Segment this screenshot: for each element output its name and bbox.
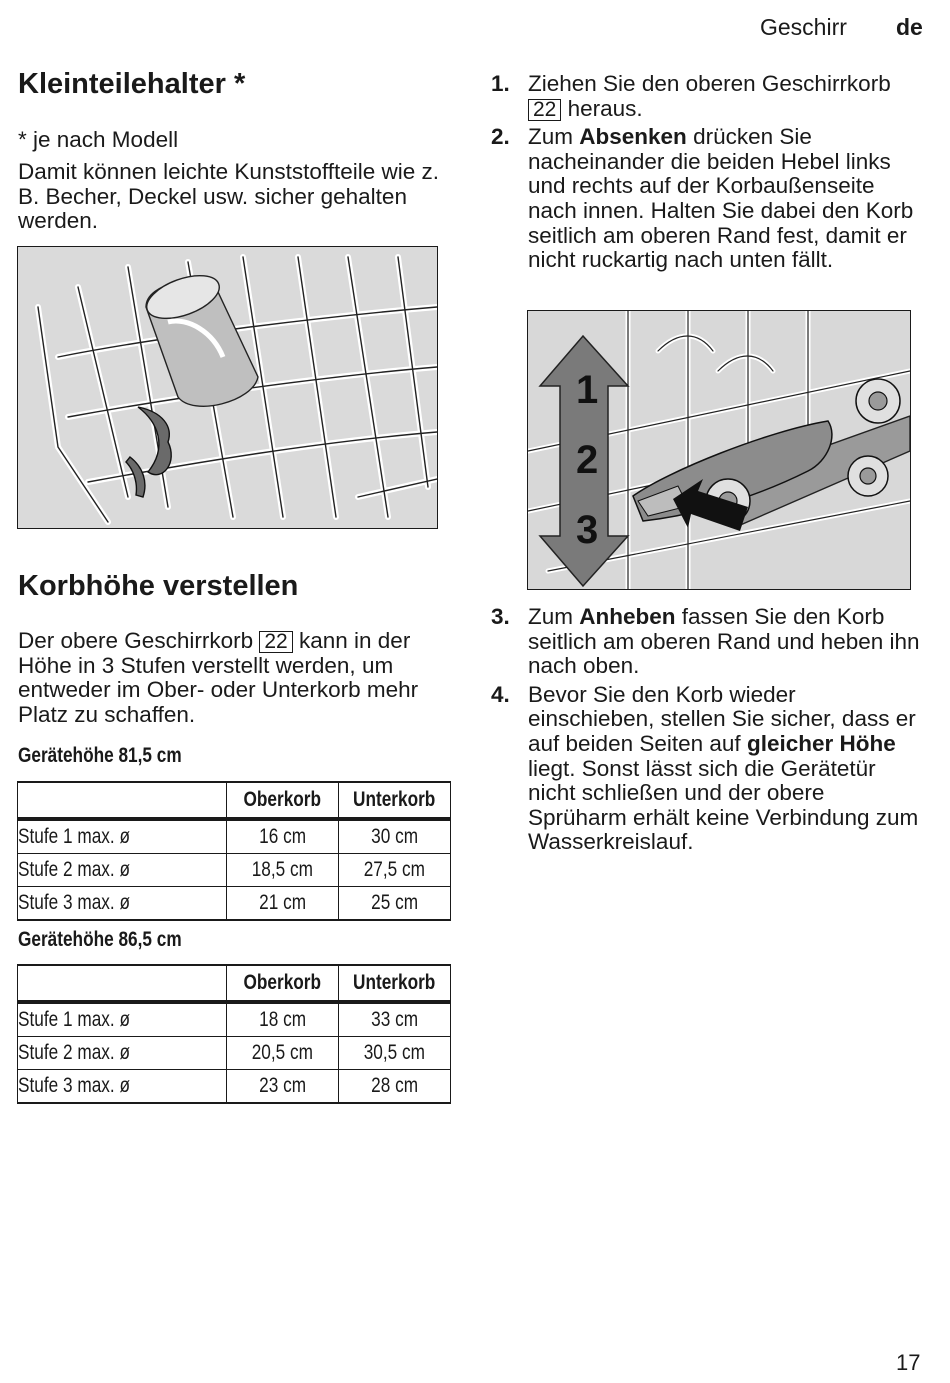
reference-box-22: 22 <box>259 631 292 653</box>
header-language-code: de <box>896 14 923 40</box>
table-row: Stufe 2 max. ø 20,5 cm 30,5 cm <box>18 1037 451 1070</box>
table-height-86-5 <box>17 964 451 1104</box>
column-header-unterkorb: Unterkorb <box>353 971 436 994</box>
basket-lever-illustration <box>528 311 910 589</box>
step-3: 3. Zum Anheben fassen Sie den Korb seitlich am oberen Rand und heben ihn nach oben. <box>491 604 920 679</box>
basket-illustration <box>18 247 437 528</box>
figure-small-parts-holder <box>17 246 438 529</box>
table-row: Stufe 2 max. ø 18,5 cm 27,5 cm <box>18 854 451 887</box>
level-label: 2 <box>576 438 599 482</box>
table-row: Stufe 1 max. ø 18 cm 33 cm <box>18 1002 451 1037</box>
column-header-unterkorb: Unterkorb <box>353 788 436 811</box>
section-title-korbhoehe: Korbhöhe verstellen <box>18 570 299 602</box>
page-number: 17 <box>896 1350 921 1375</box>
steps-list-bottom <box>491 605 921 855</box>
wheel-icon <box>856 379 900 423</box>
steps-list-top <box>491 72 921 273</box>
column-header-oberkorb: Oberkorb <box>243 971 322 994</box>
table-row: Stufe 3 max. ø 23 cm 28 cm <box>18 1070 451 1104</box>
step-4: 4. Bevor Sie den Korb wieder einschieben, stellen Sie sicher, dass er auf beiden Seiten auf gleicher Höhe liegt. Sonst lässt sich die Gerätetür nicht schließen und der obere Sprüharm erhält keine Verbindung zum Wasserkreislauf. <box>491 681 919 855</box>
figure-basket-height-adjust <box>527 310 911 590</box>
step-2: 2. Zum Absenken drücken Sie nacheinander die beiden Hebel links und rechts auf der Korbaußenseite nach innen. Halten Sie dabei den Korb seitlich am oberen Rand fest, damit er nicht ruckartig nach unten fällt. <box>491 124 914 273</box>
reference-box-22: 22 <box>528 99 561 121</box>
section1-description: Damit können leichte Kunststoffteile wie z. B. Becher, Deckel usw. sicher gehalten werden. <box>18 159 440 234</box>
table2-caption: Gerätehöhe 86,5 cm <box>18 928 182 951</box>
level-label: 3 <box>576 508 599 552</box>
table-height-81-5 <box>17 781 451 921</box>
table-header-row <box>18 965 451 1002</box>
step-1: 1. Ziehen Sie den oberen Geschirrkorb 22 heraus. <box>491 71 891 121</box>
section-title-kleinteilehalter: Kleinteilehalter * <box>18 68 246 100</box>
header-section-title: Geschirr <box>760 14 847 40</box>
model-note: * je nach Modell <box>18 127 179 152</box>
column-header-oberkorb: Oberkorb <box>243 788 322 811</box>
table-row: Stufe 1 max. ø 16 cm 30 cm <box>18 819 451 854</box>
table1-caption: Gerätehöhe 81,5 cm <box>18 744 182 767</box>
level-label: 1 <box>576 368 599 412</box>
table-row: Stufe 3 max. ø 21 cm 25 cm <box>18 887 451 921</box>
table-header-row <box>18 782 451 819</box>
section2-description: Der obere Geschirrkorb 22 kann in der Höhe in 3 Stufen verstellt werden, um entweder im Ober- oder Unterkorb mehr Platz zu schaffen. <box>18 628 419 727</box>
wheel-icon <box>848 456 888 496</box>
